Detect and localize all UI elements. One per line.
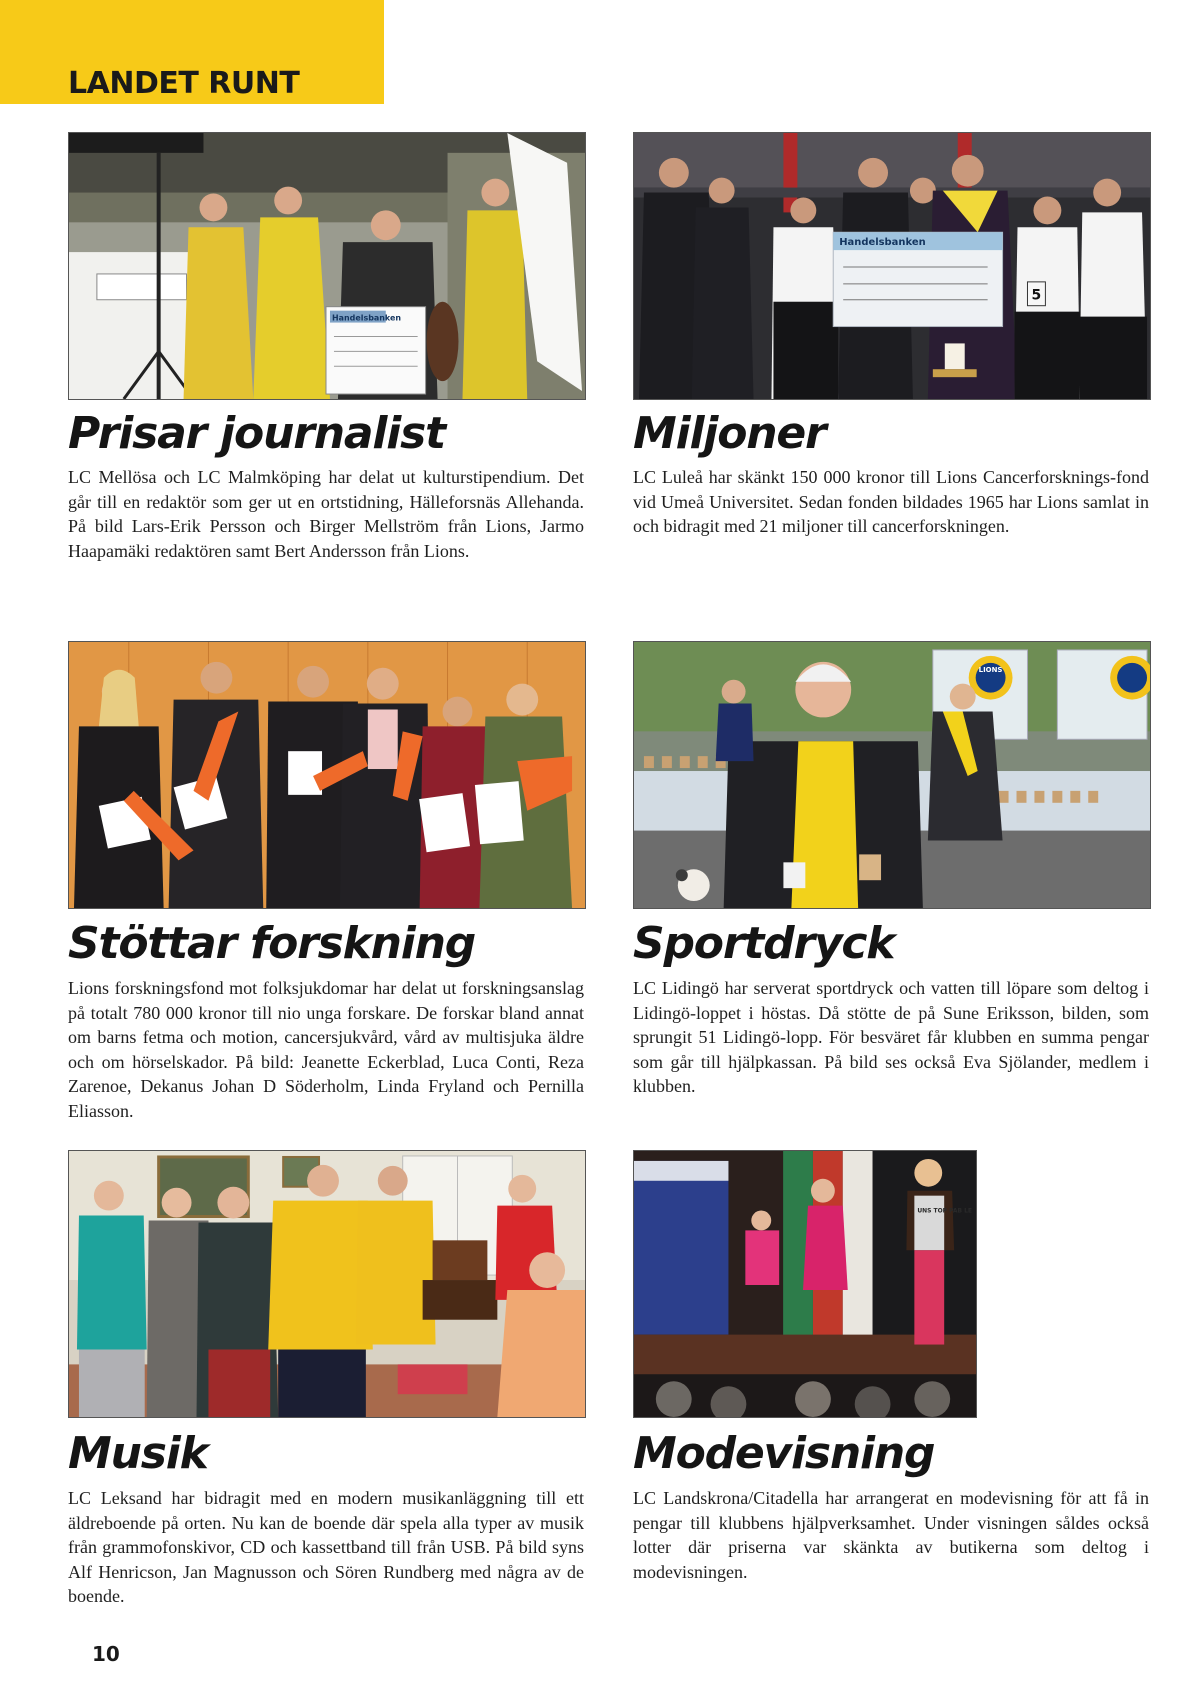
body-prisar-journalist: LC Mellösa och LC Malmköping har delat ut kulturstipendium. Det går till en redaktör som ger ut en ortstidning, Hälleforsnäs Allehanda. På bild Lars-Erik Persson och Birger Mellström från Lions, Jarmo Haapamäki redaktören samt Bert Andersson från Lions. <box>68 467 584 561</box>
headline-modevisning: Modevisning <box>633 1428 935 1479</box>
body-miljoner: LC Luleå har skänkt 150 000 kronor till Lions Cancerforsknings-fond vid Umeå Universitet. Sedan fonden bildades 1965 har Lions samlat in och bidragit med 21 miljoner till cancerforskningen. <box>633 467 1149 536</box>
section-label: LANDET RUNT <box>68 66 300 101</box>
photo-miljoner <box>633 132 1151 400</box>
headline-prisar-journalist: Prisar journalist <box>68 408 445 459</box>
page-number: 10 <box>92 1642 120 1666</box>
check-bank-text-2: Handelsbanken <box>839 237 926 249</box>
photo-sportdryck <box>633 641 1151 909</box>
headline-sportdryck: Sportdryck <box>633 918 895 969</box>
headline-musik: Musik <box>68 1428 208 1479</box>
headline-miljoner: Miljoner <box>633 408 826 459</box>
photo-stottar-forskning <box>68 641 586 909</box>
section-tab <box>0 0 384 104</box>
bib-number: 5 <box>1031 287 1042 304</box>
photo-musik <box>68 1150 586 1418</box>
check-bank-text: Handelsbanken <box>331 313 402 323</box>
photo-modevisning <box>633 1150 977 1418</box>
headline-stottar-forskning: Stöttar forskning <box>68 918 476 969</box>
body-sportdryck: LC Lidingö har serverat sportdryck och vatten till löpare som deltog i Lidingö-loppet i höstas. Då stötte de på Sune Eriksson, bilden, som sprungit 51 Lidingö-lopp. För besväret får klubben en summa pengar som går till hjälpkassan. På bild ses också Eva Sjölander, medlem i klubben. <box>633 978 1149 1096</box>
photo-prisar-journalist <box>68 132 586 400</box>
shirt-text: UNS TOP PAB LE <box>917 1207 973 1215</box>
lions-badge-text: LIONS <box>978 665 1003 674</box>
body-modevisning: LC Landskrona/Citadella har arrangerat en modevisning för att få in pengar till klubbens hjälpverksamhet. Under visningen såldes också lotter där priserna var skänkta av butikerna som deltog i modevisningen. <box>633 1488 1149 1582</box>
body-stottar-forskning: Lions forskningsfond mot folksjukdomar har delat ut forskningsanslag på totalt 780 000 kronor till nio unga forskare. De forskar bland annat om barns fetma och motion, cancersjukvård, vård av multisjuka äldre och om hörselskador. På bild: Jeanette Eckerblad, Luca Conti, Reza Zarenoe, Dekanus Johan D Söderholm, Linda Fryland och Pernilla Eliasson. <box>68 978 584 1121</box>
body-musik: LC Leksand har bidragit med en modern musikanläggning till ett äldreboende på orten. Nu kan de boende där spela alla typer av musik från grammofonskivor, CD och kassettband till från USB. På bild syns Alf Henricson, Jan Magnusson och Sören Rundberg med några av de boende. <box>68 1488 584 1606</box>
